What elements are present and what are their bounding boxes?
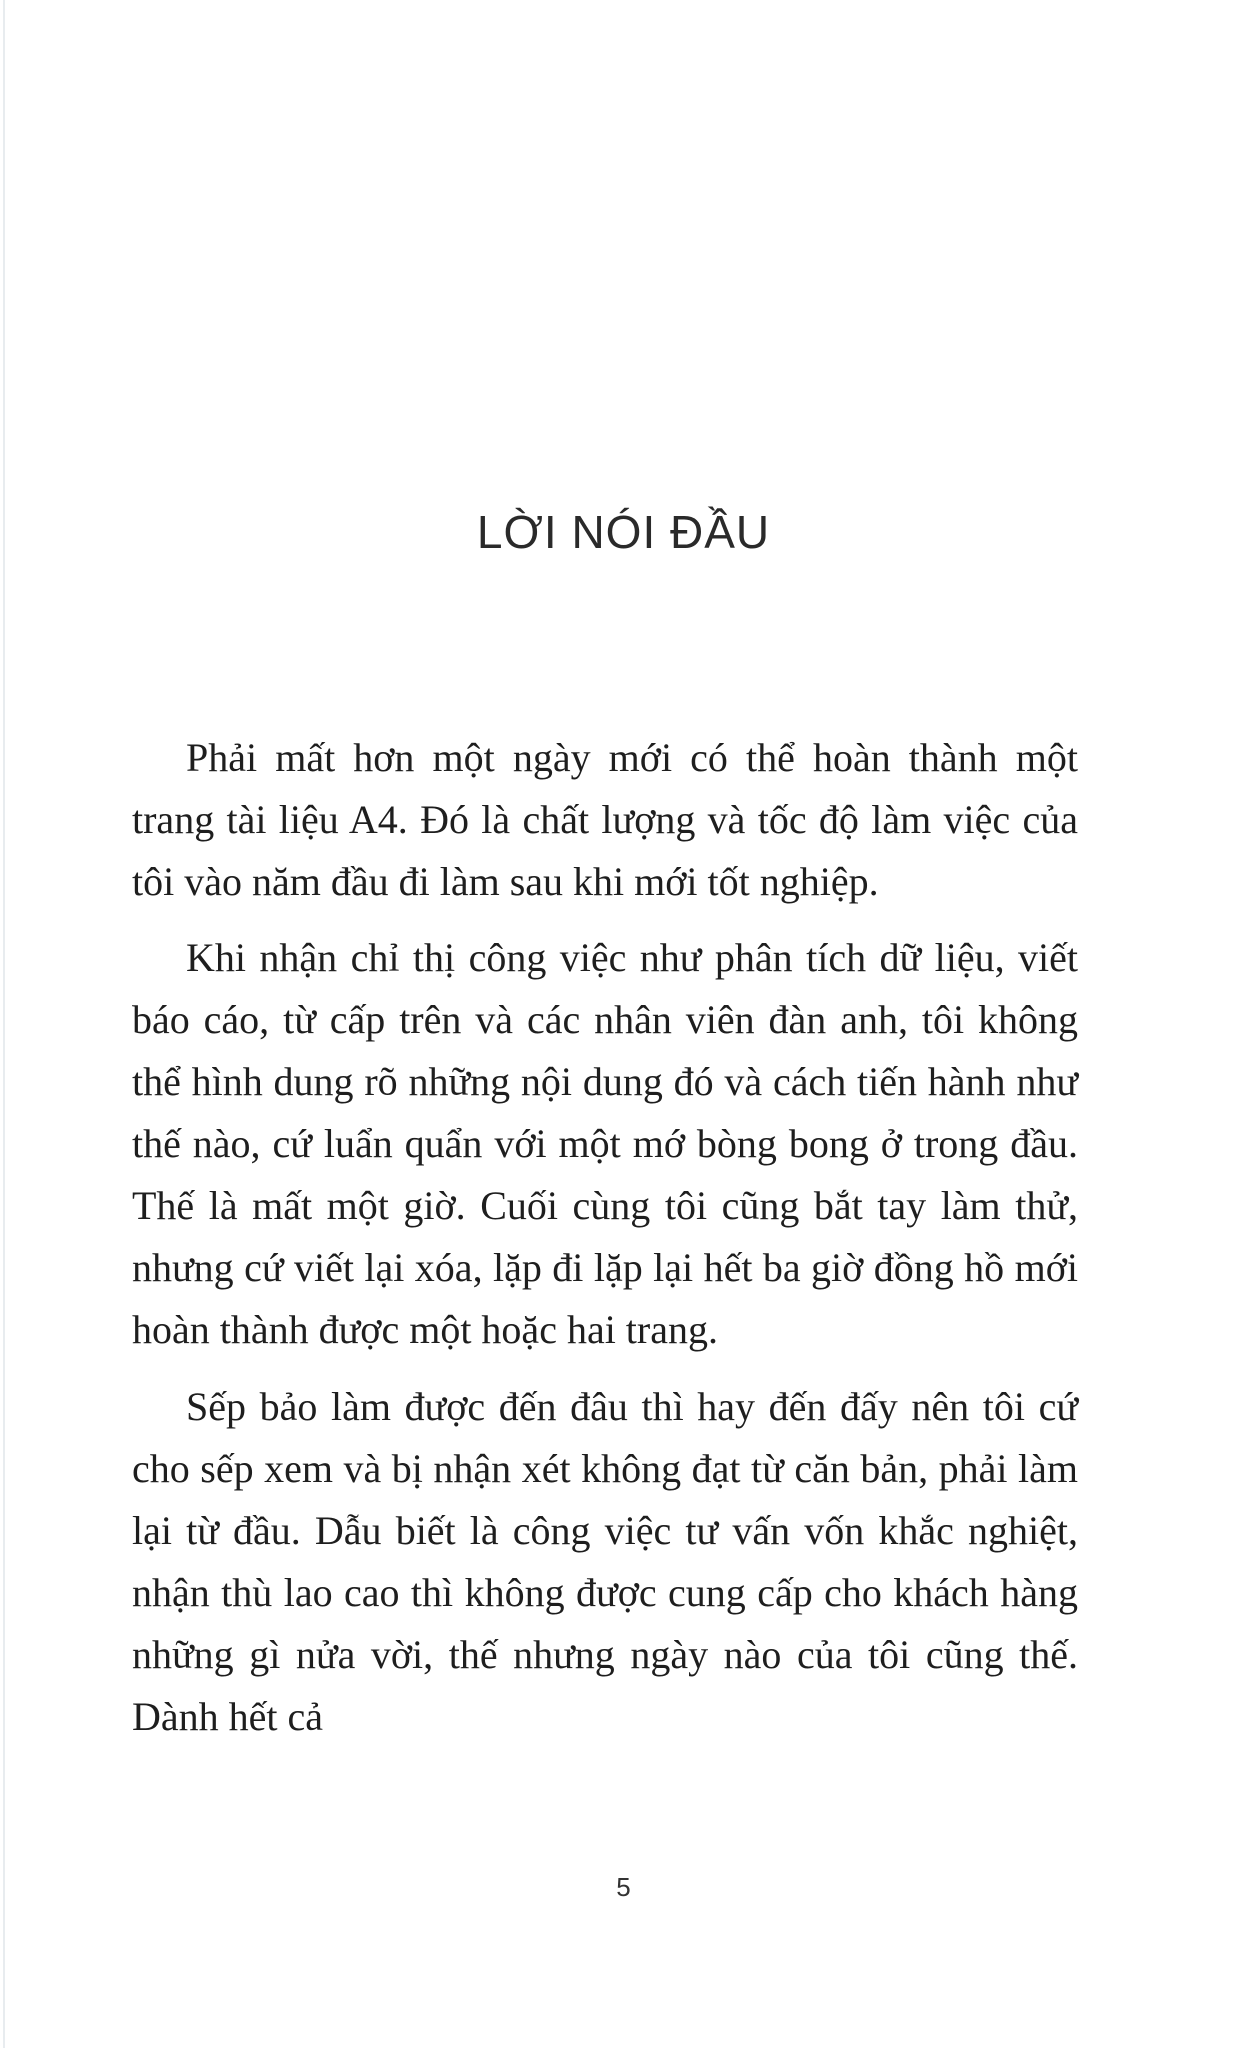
body-text xyxy=(132,727,1078,1748)
paragraph-1: Phải mất hơn một ngày mới có thể hoàn thành một trang tài liệu A4. Đó là chất lượng và tốc độ làm việc của tôi vào năm đầu đi làm sau khi mới tốt nghiệp. xyxy=(132,735,1078,904)
page-edge xyxy=(3,0,5,2048)
paragraph-3: Sếp bảo làm được đến đâu thì hay đến đấy nên tôi cứ cho sếp xem và bị nhận xét không đạt từ căn bản, phải làm lại từ đầu. Dẫu biết là công việc tư vấn vốn khắc nghiệt, nhận thù lao cao thì không được cung cấp cho khách hàng những gì nửa vời, thế nhưng ngày nào của tôi cũng thế. Dành hết cả xyxy=(132,1384,1078,1739)
chapter-title: LỜI NÓI ĐẦU xyxy=(476,506,771,558)
page-number: 5 xyxy=(616,1872,631,1902)
paragraph-2: Khi nhận chỉ thị công việc như phân tích dữ liệu, viết báo cáo, từ cấp trên và các nhân viên đàn anh, tôi không thể hình dung rõ những nội dung đó và cách tiến hành như thế nào, cứ luẩn quẩn với một mớ bòng bong ở trong đầu. Thế là mất một giờ. Cuối cùng tôi cũng bắt tay làm thử, nhưng cứ viết lại xóa, lặp đi lặp lại hết ba giờ đồng hồ mới hoàn thành được một hoặc hai trang. xyxy=(132,935,1078,1352)
